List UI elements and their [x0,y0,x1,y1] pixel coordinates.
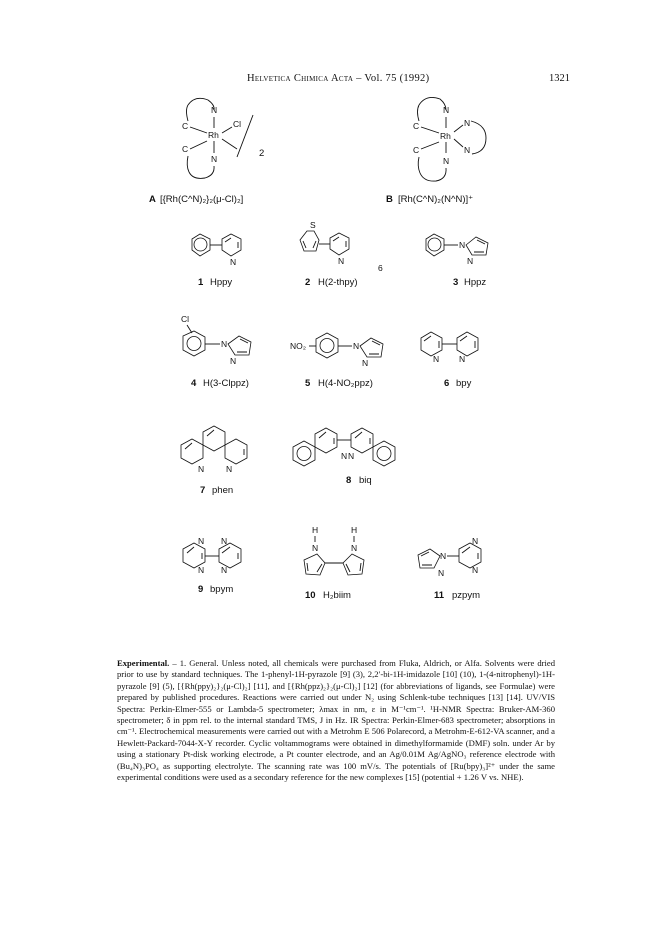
complex-a-c-top: C [182,121,189,131]
complex-a-letter: A [149,194,156,205]
ligand-10-h1: H [312,525,319,535]
ligand-3-structure [426,234,488,266]
ligand-2-number: 2 [305,277,311,288]
ligand-4-number: 4 [191,378,197,389]
ligand-5-structure [290,333,383,368]
ligand-6-name: bpy [456,378,472,389]
ligand-7-n2: N [226,464,233,474]
ligand-1-n: N [230,257,237,267]
complex-b-n-top: N [443,105,450,115]
complex-b-letter: B [386,194,393,205]
experimental-body: – 1. General. Unless noted, all chemicals were purchased from Fluka, Aldrich, or Alfa. Solvents were dried prior to use by standard techniques. The 1-phenyl-1H-pyrazole [9] (3), 2,2′-bi-1H-imidazole [10] (10), 1-(4-nitrophenyl)-1H-pyrazole [9] (5), [{Rh(ppy)₂}₂(μ-Cl)₂] [11], and [{Rh(ppz)₂}₂(μ-Cl)₂] [12] (for abbreviations of ligands, see Formulae) were prepared by published procedures. Reactions were carried out under N₂ using Schlenk-tube techniques [13] [14]. UV/VIS Spectra: Perkin-Elmer-555 or Lambda-5 spectrometer; λmax in nm, ε in M⁻¹cm⁻¹. ¹H-NMR Spectra: Bruker-AM-360 spectrometer; δ in ppm rel. to the internal standard TMS, J in Hz. IR Spectra: Perkin-Elmer-683 spectrometer; absorptions in cm⁻¹. Electrochemical measurements were carried out with a Metrohm E 506 Polarecord, a Metrohm-E-612-VA scanner, and a Hewlett-Packard-7044-X-Y recorder. Cyclic voltammograms were obtained in dimethylformamide (DMF) soln. under Ar by using a stationary Pt-disk working electrode, a Pt counter electrode, and an Ag/0.01M Ag/AgNO₃ reference electrode with (Bu₄N)₃PO₄ as supporting electrolyte. The scanning rate was 100 mV/s. The potentials of [Ru(bpy)₃]²⁺ under the same experimental conditions were used as a secondary reference for the new complexes [15] (potential + 1.26 V vs. NHE). [117,658,555,783]
experimental-heading: Experimental. [117,658,170,668]
ligand-8-n2: N [348,451,355,461]
ligand-7-name: phen [212,485,234,496]
ligand-11-n3: N [472,536,479,546]
ligand-5-no2: NO₂ [290,341,307,351]
ligand-8-number: 8 [346,475,352,486]
ligand-9-number: 9 [198,584,204,595]
page-number: 1321 [549,73,570,84]
complex-b-c-top: C [413,121,420,131]
complex-b-metal: Rh [440,131,451,141]
ligand-7-n1: N [198,464,205,474]
ligand-10-number: 10 [305,590,316,601]
experimental-paragraph [117,658,555,783]
ligand-6-n1: N [433,354,440,364]
complex-a-structure [182,98,264,178]
complex-a-n-top: N [211,105,218,115]
complex-b-n-right-bottom: N [464,145,471,155]
complex-a-metal: Rh [208,130,219,140]
ligand-10-name: H₂biim [323,590,351,601]
ligand-8-n1: N [341,451,348,461]
ligand-4-n1: N [221,339,228,349]
ligand-11-structure [418,536,481,578]
ligand-9-n3: N [198,565,205,575]
ligand-2-name: H(2-thpy) [318,277,358,288]
complex-b-n-bottom: N [443,156,450,166]
ligand-11-name: pzpym [452,590,480,601]
ligand-4-n2: N [230,356,237,366]
ligand-4-cl: Cl [181,314,190,324]
ligand-11-number: 11 [434,590,445,601]
ligand-10-h2: H [351,525,358,535]
ligand-2-n: N [338,256,345,266]
ligand-9-n4: N [221,565,228,575]
complex-a-n-bottom: N [211,154,218,164]
ligand-11-n4: N [472,565,479,575]
ligand-2-s: S [310,220,316,230]
ligand-10-structure [304,525,364,575]
ligand-5-name: H(4-NO₂ppz) [318,378,373,389]
complex-b-formula: [Rh(C^N)₂(N^N)]⁺ [398,194,474,205]
ligand-9-n1: N [198,536,205,546]
ligand-4-structure [181,314,251,366]
ligand-3-n2: N [467,256,474,266]
ligand-8-name: biq [359,475,372,486]
ligand-7-number: 7 [200,485,206,496]
ligand-3-number: 3 [453,277,459,288]
ligand-1-structure [192,234,241,267]
ligand-10-n2: N [351,543,358,553]
ligand-4-name: H(3-Clppz) [203,378,249,389]
ligand-3-name: Hppz [464,277,487,288]
complex-a-count: 2 [259,148,265,159]
complex-b-c-bottom: C [413,145,420,155]
ligand-6-structure [421,332,478,364]
ligand-7-structure [181,426,247,474]
ligand-9-name: bpym [210,584,234,595]
ligand-5-n1: N [353,341,360,351]
complex-b-n-right-top: N [464,118,471,128]
ligand-5-number: 5 [305,378,311,389]
ligand-10-n1: N [312,543,319,553]
complex-a-chloride: Cl [233,119,242,129]
ligand-1-number: 1 [198,277,204,288]
ligand-6-n2: N [459,354,466,364]
complex-a-formula: [{Rh(C^N)₂}₂(μ-Cl)₂] [160,194,244,205]
stray-mark: 6 [378,263,383,273]
ligand-6-number: 6 [444,378,450,389]
ligand-11-n2: N [440,551,447,561]
ligand-3-n1: N [459,240,466,250]
ligand-2-structure [300,220,349,266]
ligand-11-n1: N [438,568,445,578]
ligand-1-name: Hppy [210,277,233,288]
ligand-8-structure [293,428,395,466]
ligand-9-n2: N [221,536,228,546]
complex-b-structure [413,97,486,181]
complex-a-c-bottom: C [182,144,189,154]
ligand-5-n2: N [362,358,369,368]
journal-title: Helvetica Chimica Acta – Vol. 75 (1992) [247,73,430,84]
ligand-9-structure [183,536,241,575]
